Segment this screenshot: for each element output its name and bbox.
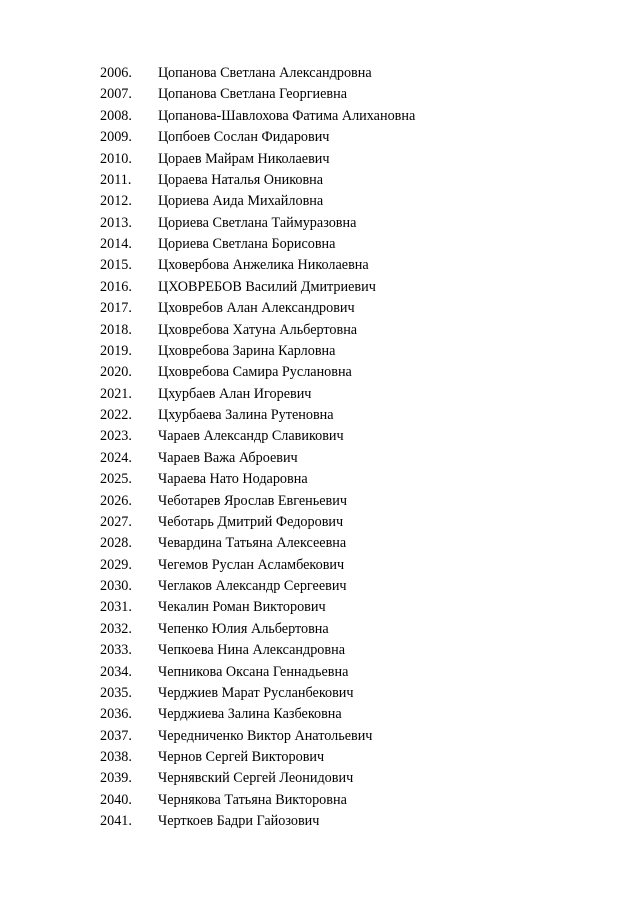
entry-number: 2034. [100, 663, 132, 680]
entry-name: Чепенко Юлия Альбертовна [158, 620, 329, 637]
entry-name: Цховребова Хатуна Альбертовна [158, 321, 358, 338]
entry-number: 2036. [100, 706, 132, 723]
entry-number: 2012. [100, 193, 132, 210]
entry-name: Чередниченко Виктор Анатольевич [158, 727, 373, 744]
entry-name: Цориева Аида Михайловна [158, 193, 324, 210]
entry-name: Черткоев Бадри Гайозович [158, 813, 320, 830]
entry-name: Цховребова Самира Руслановна [158, 364, 352, 381]
entry-name: Цхурбаев Алан Игоревич [158, 385, 312, 402]
entry-number: 2031. [100, 599, 132, 616]
entry-number: 2037. [100, 727, 132, 744]
entry-name: Цопанова-Шавлохова Фатима Алихановна [158, 107, 416, 124]
entry-number: 2018. [100, 321, 132, 338]
entry-number: 2030. [100, 578, 132, 594]
entry-name: Чараев Важа Аброевич [158, 449, 298, 466]
entry-name: Цориева Светлана Борисовна [158, 236, 336, 252]
entry-name: Цораев Майрам Николаевич [158, 150, 330, 167]
entry-name: Чевардина Татьяна Алексеевна [158, 535, 347, 552]
entry-number: 2014. [100, 236, 132, 252]
entry-number: 2010. [100, 150, 132, 167]
entry-name: Чараева Нато Нодаровна [158, 471, 308, 488]
entry-name: Чепкоева Нина Александровна [158, 642, 345, 659]
entry-name: Цховребова Зарина Карловна [158, 342, 336, 359]
entry-name: Цопанова Светлана Александровна [158, 65, 372, 81]
entry-name: ЦХОВРЕБОВ Василий Дмитриевич [158, 278, 376, 295]
entry-name: Чеглаков Александр Сергеевич [158, 578, 347, 594]
entry-number: 2025. [100, 471, 132, 488]
entry-name: Цопбоев Сослан Фидарович [158, 129, 330, 146]
entry-number: 2039. [100, 770, 132, 787]
entry-number: 2013. [100, 214, 132, 231]
entry-number: 2023. [100, 428, 132, 445]
entry-name: Чернявский Сергей Леонидович [158, 770, 354, 787]
entry-name: Цораева Наталья Ониковна [158, 171, 324, 188]
entry-name: Цховербова Анжелика Николаевна [158, 257, 369, 274]
entry-number: 2022. [100, 407, 132, 423]
entry-name: Цхурбаева Залина Рутеновна [158, 407, 334, 423]
entry-name: Черджиев Марат Русланбекович [158, 684, 354, 701]
entry-number: 2026. [100, 492, 132, 509]
entry-name: Чернякова Татьяна Викторовна [158, 791, 347, 808]
entry-name: Чегемов Руслан Асламбекович [158, 556, 345, 573]
entry-number: 2019. [100, 342, 132, 359]
entry-name: Чепникова Оксана Геннадьевна [158, 663, 349, 680]
entry-name: Чеботарев Ярослав Евгеньевич [158, 492, 347, 509]
entry-number: 2033. [100, 642, 132, 659]
entry-number: 2017. [100, 300, 132, 317]
entry-number: 2015. [100, 257, 132, 274]
entry-name: Цховребов Алан Александрович [158, 300, 355, 317]
entry-number: 2032. [100, 620, 132, 637]
entry-number: 2020. [100, 364, 132, 381]
entry-number: 2006. [100, 65, 132, 81]
entry-number: 2009. [100, 129, 132, 146]
entry-number: 2035. [100, 684, 132, 701]
entry-number: 2029. [100, 556, 132, 573]
entry-number: 2016. [100, 278, 132, 295]
entry-number: 2021. [100, 385, 132, 402]
entry-name: Цопанова Светлана Георгиевна [158, 86, 348, 103]
entry-name: Черджиева Залина Казбековна [158, 706, 342, 723]
entry-number: 2008. [100, 107, 132, 124]
entry-number: 2038. [100, 749, 132, 765]
entry-name: Чараев Александр Славикович [158, 428, 344, 445]
entry-number: 2040. [100, 791, 132, 808]
entry-name: Чеботарь Дмитрий Федорович [158, 513, 344, 530]
entry-name: Чекалин Роман Викторович [158, 599, 326, 616]
entry-name: Цориева Светлана Таймуразовна [158, 214, 357, 231]
entry-name: Чернов Сергей Викторович [158, 749, 325, 765]
entry-number: 2027. [100, 513, 132, 530]
entry-number: 2007. [100, 86, 132, 103]
entry-number: 2028. [100, 535, 132, 552]
entry-number: 2041. [100, 813, 132, 830]
entry-number: 2011. [100, 171, 132, 188]
entry-number: 2024. [100, 449, 132, 466]
